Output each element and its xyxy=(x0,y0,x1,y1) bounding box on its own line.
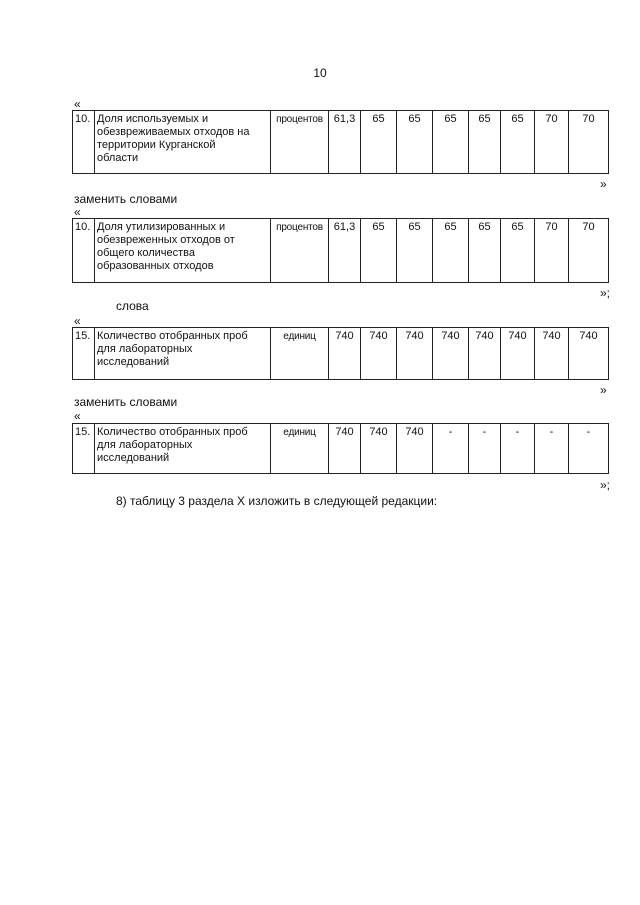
table-row xyxy=(73,111,609,174)
value-cell: 65 xyxy=(397,111,433,174)
value-cell: - xyxy=(433,424,469,474)
open-quote: « xyxy=(74,97,81,111)
value-cell: 740 xyxy=(329,328,361,380)
page-number: 10 xyxy=(313,66,327,80)
unit-cell: процентов xyxy=(271,219,329,283)
unit-cell: единиц xyxy=(271,424,329,474)
value-cell: 65 xyxy=(469,219,501,283)
value-cell: 61,3 xyxy=(329,111,361,174)
value-cell: 70 xyxy=(569,111,609,174)
value-cell: 740 xyxy=(361,328,397,380)
value-cell: 65 xyxy=(433,219,469,283)
value-cell: 740 xyxy=(329,424,361,474)
indicator-name: Доля утилизированных и обезвреженных отходов от общего количества образованных отходов xyxy=(95,219,271,283)
value-cell: 70 xyxy=(569,219,609,283)
open-quote: « xyxy=(74,409,81,423)
value-cell: 65 xyxy=(433,111,469,174)
value-cell: 740 xyxy=(361,424,397,474)
value-cell: 65 xyxy=(501,219,535,283)
open-quote: « xyxy=(74,205,81,219)
value-cell: 65 xyxy=(361,111,397,174)
table-row xyxy=(73,328,609,380)
unit-cell: единиц xyxy=(271,328,329,380)
close-quote: » xyxy=(600,177,607,191)
row-number: 10. xyxy=(73,219,95,283)
value-cell: 65 xyxy=(397,219,433,283)
row-number: 15. xyxy=(73,424,95,474)
value-cell: 740 xyxy=(569,328,609,380)
close-quote: » xyxy=(600,383,607,397)
value-cell: - xyxy=(469,424,501,474)
value-cell: 65 xyxy=(501,111,535,174)
instruction-phrase: заменить словами xyxy=(74,395,178,409)
value-cell: - xyxy=(569,424,609,474)
indicator-table-4 xyxy=(72,423,609,474)
value-cell: 65 xyxy=(361,219,397,283)
instruction-phrase: заменить словами xyxy=(74,192,178,206)
row-number: 10. xyxy=(73,111,95,174)
unit-cell: процентов xyxy=(271,111,329,174)
open-quote: « xyxy=(74,314,81,328)
value-cell: 740 xyxy=(469,328,501,380)
value-cell: 61,3 xyxy=(329,219,361,283)
close-quote-semicolon: »; xyxy=(600,286,611,300)
value-cell: 740 xyxy=(501,328,535,380)
indicator-name: Доля используемых и обезвреживаемых отходов на территории Курганской области xyxy=(95,111,271,174)
final-instruction: 8) таблицу 3 раздела X изложить в следующей редакции: xyxy=(116,494,438,508)
indicator-name: Количество отобранных проб для лабораторных исследований xyxy=(95,328,271,380)
indicator-table-3 xyxy=(72,327,609,380)
table-row xyxy=(73,424,609,474)
indicator-name: Количество отобранных проб для лабораторных исследований xyxy=(95,424,271,474)
value-cell: 70 xyxy=(535,111,569,174)
value-cell: 740 xyxy=(433,328,469,380)
table-row xyxy=(73,219,609,283)
value-cell: - xyxy=(501,424,535,474)
close-quote-semicolon: »; xyxy=(600,478,611,492)
indicator-table-1 xyxy=(72,110,609,174)
indicator-table-2 xyxy=(72,218,609,283)
row-number: 15. xyxy=(73,328,95,380)
value-cell: 740 xyxy=(535,328,569,380)
value-cell: 740 xyxy=(397,424,433,474)
instruction-phrase: слова xyxy=(116,299,149,313)
value-cell: 70 xyxy=(535,219,569,283)
value-cell: - xyxy=(535,424,569,474)
value-cell: 65 xyxy=(469,111,501,174)
value-cell: 740 xyxy=(397,328,433,380)
